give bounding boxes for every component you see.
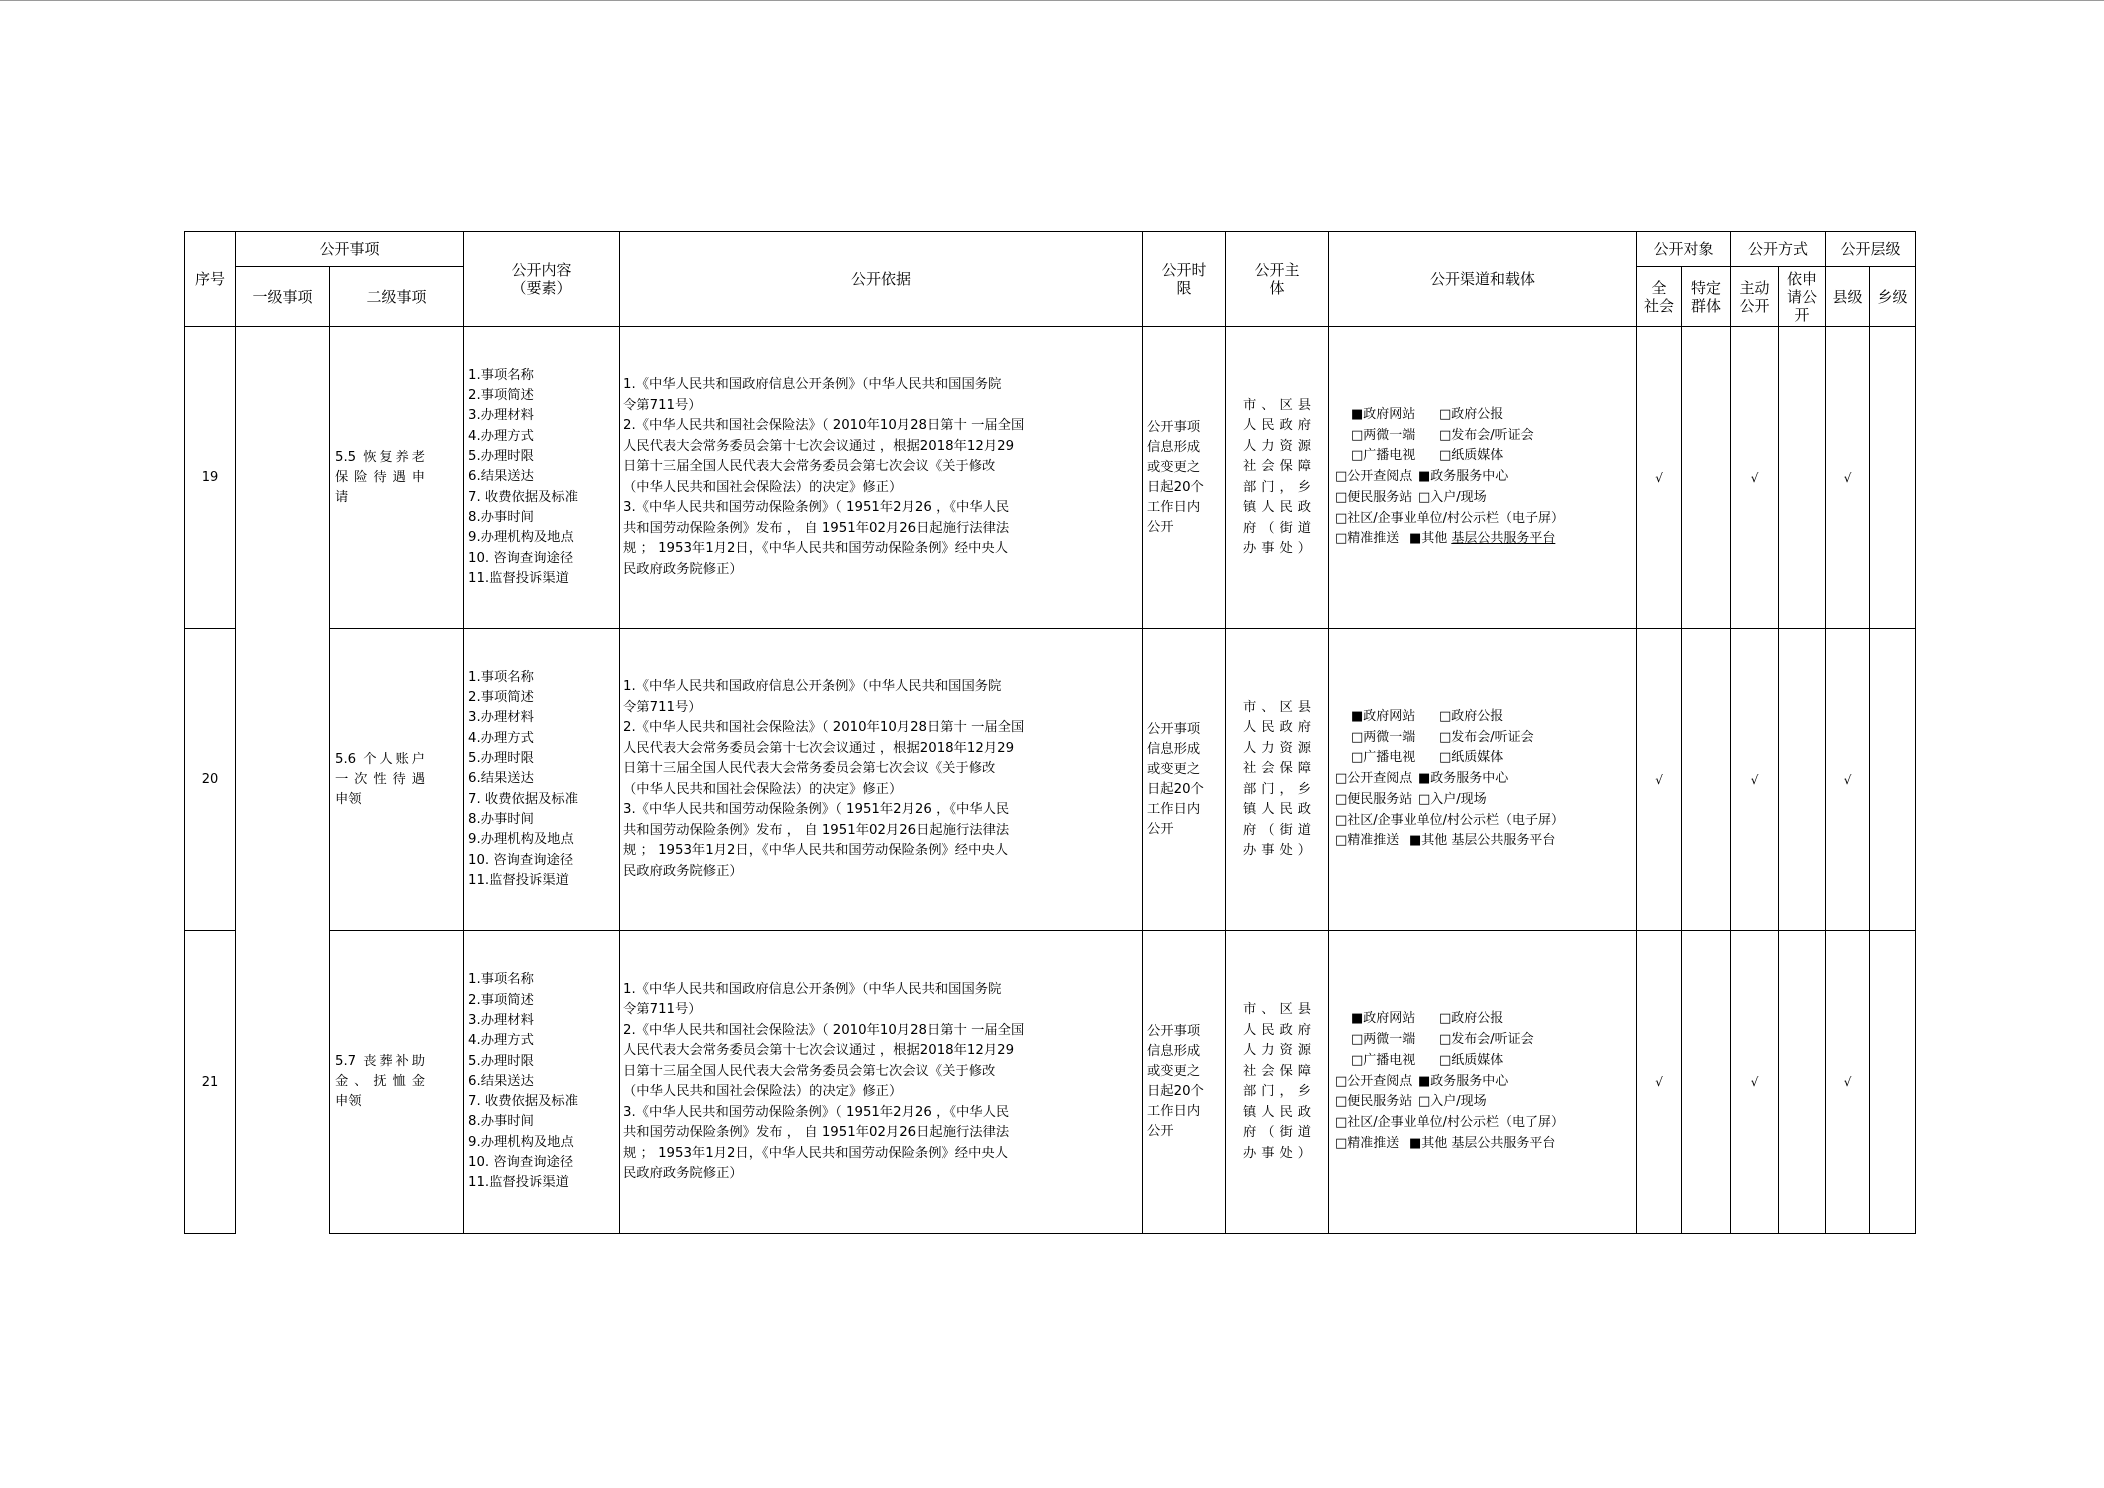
header-tier-county: 县级 [1826,267,1870,327]
subject-line: 社会保障 [1243,1063,1312,1079]
channel-option: □政府公报 [1439,1011,1504,1027]
subject-line: 市、区县 [1243,699,1312,715]
content-element: 11.监督投诉渠道 [468,1175,569,1191]
basis-cell [620,629,1143,931]
subject-line: 社会保障 [1243,459,1312,474]
channel-line [1329,446,1636,467]
header-subject [1226,232,1329,327]
time-limit-line: 或变更之 [1147,1064,1201,1079]
header-subject-line: 体 [1269,279,1285,297]
content-element: 10. 咨询查询途径 [468,852,574,868]
time-limit-line: 工作日内 [1147,801,1201,817]
content-element: 9.办理机构及地点 [468,832,574,848]
mode-request-check [1779,931,1826,1234]
basis-line: 1.《中华人民共和国政府信息公开条例》（中华人民共和国国务院 [623,377,1002,392]
content-cell-block [464,366,619,589]
subject-line: 办事处） [1243,843,1312,858]
header-content-line: （要素） [511,279,572,297]
basis-line: 3.《中华人民共和国劳动保险条例》（ 1951年2月26 ，《中华人民 [623,802,1010,817]
channel-option: □发布会/听证会 [1439,1032,1534,1047]
time-limit-line: 日起20个 [1147,479,1204,495]
subject-line: 部门，乡 [1243,781,1312,797]
header-tier-town: 乡级 [1870,267,1916,327]
time-limit-line: 或变更之 [1147,761,1201,777]
header-audience-all-line: 全 [1651,278,1667,297]
mode-request-check [1779,629,1826,931]
content-element: 5.办理时限 [468,449,534,465]
channel-line [1329,1030,1636,1051]
audience-specific-check [1682,327,1731,629]
channel-list [1329,405,1636,551]
basis-line: （中华人民共和国社会保险法）的决定》修正） [623,1084,903,1099]
basis-line: 令第711号） [623,699,702,715]
subject-cell-block [1243,698,1311,862]
tier-town-check [1870,327,1916,629]
content-cell [464,629,620,931]
content-element: 1.事项名称 [468,367,534,383]
channel-option: □入户/现场 [1418,489,1487,505]
basis-line: 共和国劳动保险条例》发布 ， 自 1951年02月26日起施行法律法 [623,822,1010,838]
header-mode-active [1731,267,1779,327]
channel-list [1329,1009,1636,1155]
audience-all-check: √ [1637,327,1682,629]
basis-line: 共和国劳动保险条例》发布 ， 自 1951年02月26日起施行法律法 [623,520,1010,536]
content-element: 3.办理材料 [468,1012,534,1028]
subject-line: 府（街道 [1243,822,1312,838]
channel-line [1329,1113,1636,1134]
channel-option: ■其他 [1409,833,1448,849]
subject-line: 社会保障 [1243,761,1312,776]
level2-item-cell [330,327,464,629]
header-audience-specific-line: 特定 [1691,278,1722,297]
level2-item-line: 请 [335,489,349,505]
audience-all-check: √ [1637,629,1682,931]
header-level1: 一级事项 [236,267,330,327]
content-element: 7. 收费依据及标准 [468,791,579,807]
subject-line: 办事处） [1243,1145,1312,1161]
channel-line [1329,831,1636,852]
header-content-line: 公开内容 [511,261,572,279]
subject-cell-block [1243,396,1311,560]
basis-line: 规 ； 1953年1月2日，《中华人民共和国劳动保险条例》经中央人 [623,1145,1008,1161]
header-content [464,232,620,327]
subject-line: 人民政府 [1243,418,1312,433]
content-element: 2.事项简述 [468,690,534,706]
basis-line: 规 ； 1953年1月2日，《中华人民共和国劳动保险条例》经中央人 [623,541,1008,556]
channel-line [1329,529,1636,550]
subject-line: 人民政府 [1243,1022,1312,1038]
content-element: 4.办理方式 [468,730,534,746]
subject-cell-block [1243,1000,1311,1164]
channel-option: □便民服务站 [1335,791,1413,807]
mode-request-check [1779,327,1826,629]
table-body [185,327,1916,1234]
header-audience-specific [1682,267,1731,327]
basis-line: 人民代表大会常务委员会第十七次会议通过 ，根据2018年12月29 [623,438,1015,454]
header-time-limit-line: 公开时 [1161,261,1207,279]
content-element: 11.监督投诉渠道 [468,872,569,888]
subject-line: 市、区县 [1243,1002,1312,1017]
tier-county-check: √ [1826,327,1870,629]
basis-cell-block [620,980,1142,1185]
channel-line [1329,1051,1636,1072]
channel-list [1329,707,1636,853]
basis-line: 3.《中华人民共和国劳动保险条例》（ 1951年2月26 ，《中华人民 [623,1104,1010,1120]
content-element: 3.办理材料 [468,408,534,424]
channel-option: □两微一端 [1351,1032,1416,1047]
header-audience-specific-line: 群体 [1691,296,1722,315]
channel-option: □两微一端 [1351,729,1416,745]
subject-line: 府（街道 [1243,520,1312,536]
time-limit-line: 信息形成 [1147,741,1201,757]
channel-option: ■政务服务中心 [1418,1073,1509,1089]
channel-option: □便民服务站 [1335,489,1413,505]
channel-option: ■其他 [1409,1135,1448,1151]
channel-line [1329,1134,1636,1155]
content-element: 10. 咨询查询途径 [468,1155,574,1171]
row-number: 19 [185,327,236,629]
content-element: 7. 收费依据及标准 [468,1094,579,1110]
channel-option: □精准推送 [1335,531,1400,547]
header-audience-all [1637,267,1682,327]
channel-cell [1329,931,1637,1234]
level2-item-line: 5.5 恢复养老 [335,449,425,465]
content-element: 10. 咨询查询途径 [468,550,574,566]
content-element: 4.办理方式 [468,428,534,444]
time-limit-line: 信息形成 [1147,439,1201,455]
subject-cell [1226,931,1329,1234]
level2-item-line: 5.6 个人账户 [335,751,425,767]
channel-option: □社区/企事业单位/村公示栏（电了屏） [1335,1115,1565,1131]
header-mode-active-line: 主动 [1739,278,1770,297]
header-tier-group: 公开层级 [1826,232,1916,267]
audience-specific-check [1682,629,1731,931]
content-element: 4.办理方式 [468,1033,534,1049]
subject-line: 人力资源 [1243,1043,1312,1058]
channel-line [1329,790,1636,811]
mode-active-check: √ [1731,629,1779,931]
header-mode-group: 公开方式 [1731,232,1826,267]
channel-option: ■政府网站 [1351,406,1416,422]
header-mode-request-line: 依申 [1787,269,1818,288]
other-platform-text: 基层公共服务平台 [1451,833,1556,849]
basis-line: 共和国劳动保险条例》发布 ， 自 1951年02月26日起施行法律法 [623,1125,1010,1140]
content-element: 5.办理时限 [468,751,534,767]
content-element: 3.办理材料 [468,710,534,726]
basis-line: 日第十三届全国人民代表大会常务委员会第七次会议《关于修改 [623,459,996,474]
channel-option: □公开查阅点 [1335,1073,1413,1089]
tier-town-check [1870,931,1916,1234]
time-limit-cell-block [1143,418,1225,538]
channel-option: □入户/现场 [1418,1094,1487,1110]
basis-line: 日第十三届全国人民代表大会常务委员会第七次会议《关于修改 [623,1063,996,1079]
tier-town-check [1870,629,1916,931]
channel-option: □便民服务站 [1335,1094,1413,1110]
level2-item-line: 申领 [335,1094,362,1109]
audience-all-check: √ [1637,931,1682,1234]
content-element: 6.结果送达 [468,1073,534,1089]
table-row [185,931,1916,1234]
level2-item-cell [330,629,464,931]
content-element: 8.办事时间 [468,509,534,525]
time-limit-line: 公开事项 [1147,721,1201,737]
table-row [185,629,1916,931]
header-time-limit [1143,232,1226,327]
content-element: 8.办事时间 [468,811,534,827]
channel-option: □发布会/听证会 [1439,427,1534,443]
subject-cell [1226,629,1329,931]
channel-option: □精准推送 [1335,833,1400,849]
level2-item-cell [330,931,464,1234]
basis-line: 规 ； 1953年1月2日，《中华人民共和国劳动保险条例》经中央人 [623,843,1008,858]
row-number: 20 [185,629,236,931]
level2-item-cell-block [335,750,425,810]
channel-option: □两微一端 [1351,427,1416,443]
time-limit-line: 日起20个 [1147,1084,1204,1099]
time-limit-line: 公开事项 [1147,419,1201,435]
channel-option: □政府公报 [1439,406,1504,422]
content-element: 9.办理机构及地点 [468,1134,574,1150]
channel-option: ■政府网站 [1351,708,1416,724]
channel-option: □纸质媒体 [1439,1052,1504,1068]
channel-cell [1329,629,1637,931]
basis-line: 民政府政务院修正） [623,863,743,879]
level2-item-line: 申领 [335,791,362,807]
content-cell [464,327,620,629]
subject-line: 镇人民政 [1243,500,1312,515]
channel-option: □公开查阅点 [1335,771,1413,787]
table-header [185,232,1916,327]
subject-line: 市、区县 [1243,397,1312,413]
content-element: 8.办事时间 [468,1114,534,1130]
channel-line [1329,1009,1636,1030]
channel-option: ■政务服务中心 [1418,469,1509,485]
level2-item-cell-block [335,1052,425,1112]
basis-cell [620,931,1143,1234]
channel-line [1329,509,1636,530]
basis-line: 人民代表大会常务委员会第十七次会议通过 ，根据2018年12月29 [623,740,1015,756]
basis-cell-block [620,677,1142,882]
channel-option: □纸质媒体 [1439,448,1504,464]
level2-item-line: 一次性待遇 [335,771,425,787]
header-seq: 序号 [185,232,236,327]
basis-cell [620,327,1143,629]
row-number: 21 [185,931,236,1234]
time-limit-line: 公开 [1147,519,1174,535]
channel-line [1329,405,1636,426]
header-mode-request-line: 请公 [1787,287,1818,306]
header-row-1 [185,232,1916,267]
channel-option: □发布会/听证会 [1439,729,1534,745]
mode-active-check: √ [1731,931,1779,1234]
header-time-limit-line: 限 [1176,279,1192,297]
level2-item-line: 金、抚恤金 [335,1074,425,1089]
channel-line [1329,1072,1636,1093]
header-subject-line: 公开主 [1254,261,1300,279]
tier-county-check: √ [1826,629,1870,931]
channel-line [1329,748,1636,769]
channel-option: □政府公报 [1439,708,1504,724]
header-basis: 公开依据 [620,232,1143,327]
time-limit-line: 公开 [1147,821,1174,837]
time-limit-line: 日起20个 [1147,781,1204,797]
time-limit-line: 工作日内 [1147,499,1201,515]
page-edge-line [0,0,2104,1]
content-element: 6.结果送达 [468,469,534,485]
content-element: 5.办理时限 [468,1053,534,1069]
channel-option: □公开查阅点 [1335,469,1413,485]
subject-line: 府（街道 [1243,1125,1312,1140]
other-platform-text: 基层公共服务平台 [1451,1135,1556,1151]
channel-line [1329,769,1636,790]
subject-line: 部门，乡 [1243,479,1312,495]
channel-option: □广播电视 [1351,448,1416,464]
time-limit-cell-block [1143,720,1225,840]
level1-item-cell [236,327,330,1234]
basis-line: 1.《中华人民共和国政府信息公开条例》（中华人民共和国国务院 [623,679,1002,694]
time-limit-cell-block [1143,1022,1225,1142]
basis-line: 令第711号） [623,397,702,413]
channel-option: ■其他 [1409,531,1448,547]
time-limit-cell [1143,931,1226,1234]
channel-line [1329,426,1636,447]
basis-line: 民政府政务院修正） [623,1166,743,1181]
channel-option: □社区/企事业单位/村公示栏（电子屏） [1335,812,1565,828]
basis-line: 2.《中华人民共和国社会保险法》（ 2010年10月28日第十 一届全国 [623,720,1025,735]
time-limit-cell [1143,629,1226,931]
subject-line: 部门，乡 [1243,1084,1312,1099]
mode-active-check: √ [1731,327,1779,629]
time-limit-line: 或变更之 [1147,459,1201,475]
header-audience-all-line: 社会 [1644,296,1675,315]
subject-cell [1226,327,1329,629]
content-element: 1.事项名称 [468,669,534,685]
channel-line [1329,728,1636,749]
content-element: 2.事项简述 [468,992,534,1008]
content-element: 11.监督投诉渠道 [468,570,569,586]
basis-line: 1.《中华人民共和国政府信息公开条例》（中华人民共和国国务院 [623,981,1002,997]
channel-option: □入户/现场 [1418,791,1487,807]
subject-line: 人民政府 [1243,720,1312,735]
basis-line: （中华人民共和国社会保险法）的决定》修正） [623,781,903,797]
time-limit-cell [1143,327,1226,629]
subject-line: 人力资源 [1243,740,1312,756]
other-platform-text: 基层公共服务平台 [1451,531,1556,547]
channel-option: □社区/企事业单位/村公示栏（电子屏） [1335,510,1565,526]
channel-line [1329,811,1636,832]
header-mode-request [1779,267,1826,327]
header-mode-request-line: 开 [1794,305,1810,324]
basis-line: 2.《中华人民共和国社会保险法》（ 2010年10月28日第十 一届全国 [623,1022,1025,1038]
header-item-group: 公开事项 [236,232,464,267]
time-limit-line: 信息形成 [1147,1044,1201,1059]
subject-line: 镇人民政 [1243,802,1312,817]
basis-line: 民政府政务院修正） [623,561,743,577]
header-channel: 公开渠道和载体 [1329,232,1637,327]
audience-specific-check [1682,931,1731,1234]
header-level2: 二级事项 [330,267,464,327]
content-cell [464,931,620,1234]
channel-cell [1329,327,1637,629]
subject-line: 镇人民政 [1243,1104,1312,1120]
channel-line [1329,467,1636,488]
content-cell-block [464,668,619,891]
channel-option: □广播电视 [1351,750,1416,766]
channel-line [1329,488,1636,509]
channel-option: ■政务服务中心 [1418,771,1509,787]
basis-line: 人民代表大会常务委员会第十七次会议通过 ，根据2018年12月29 [623,1043,1015,1058]
channel-option: ■政府网站 [1351,1011,1416,1027]
content-element: 1.事项名称 [468,972,534,988]
basis-line: 日第十三届全国人民代表大会常务委员会第七次会议《关于修改 [623,761,996,776]
channel-line [1329,1092,1636,1113]
content-element: 6.结果送达 [468,771,534,787]
content-element: 7. 收费依据及标准 [468,489,579,505]
subject-line: 人力资源 [1243,438,1312,454]
channel-option: □精准推送 [1335,1135,1400,1151]
channel-option: □纸质媒体 [1439,750,1504,766]
content-element: 2.事项简述 [468,388,534,404]
tier-county-check: √ [1826,931,1870,1234]
content-element: 9.办理机构及地点 [468,530,574,546]
table-row [185,327,1916,629]
channel-line [1329,707,1636,728]
level2-item-line: 保险待遇申 [335,469,425,485]
header-audience-group: 公开对象 [1637,232,1731,267]
basis-line: 3.《中华人民共和国劳动保险条例》（ 1951年2月26 ，《中华人民 [623,500,1010,515]
time-limit-line: 工作日内 [1147,1104,1201,1119]
basis-line: 2.《中华人民共和国社会保险法》（ 2010年10月28日第十 一届全国 [623,418,1025,433]
basis-cell-block [620,375,1142,580]
channel-option: □广播电视 [1351,1052,1416,1068]
header-mode-active-line: 公开 [1739,296,1770,315]
subject-line: 办事处） [1243,541,1312,556]
disclosure-table [184,231,1916,1234]
basis-line: 令第711号） [623,1002,702,1017]
content-cell-block [464,970,619,1193]
level2-item-line: 5.7 丧葬补助 [335,1054,425,1069]
time-limit-line: 公开 [1147,1124,1174,1139]
time-limit-line: 公开事项 [1147,1024,1201,1039]
basis-line: （中华人民共和国社会保险法）的决定》修正） [623,479,903,495]
level2-item-cell-block [335,448,425,508]
